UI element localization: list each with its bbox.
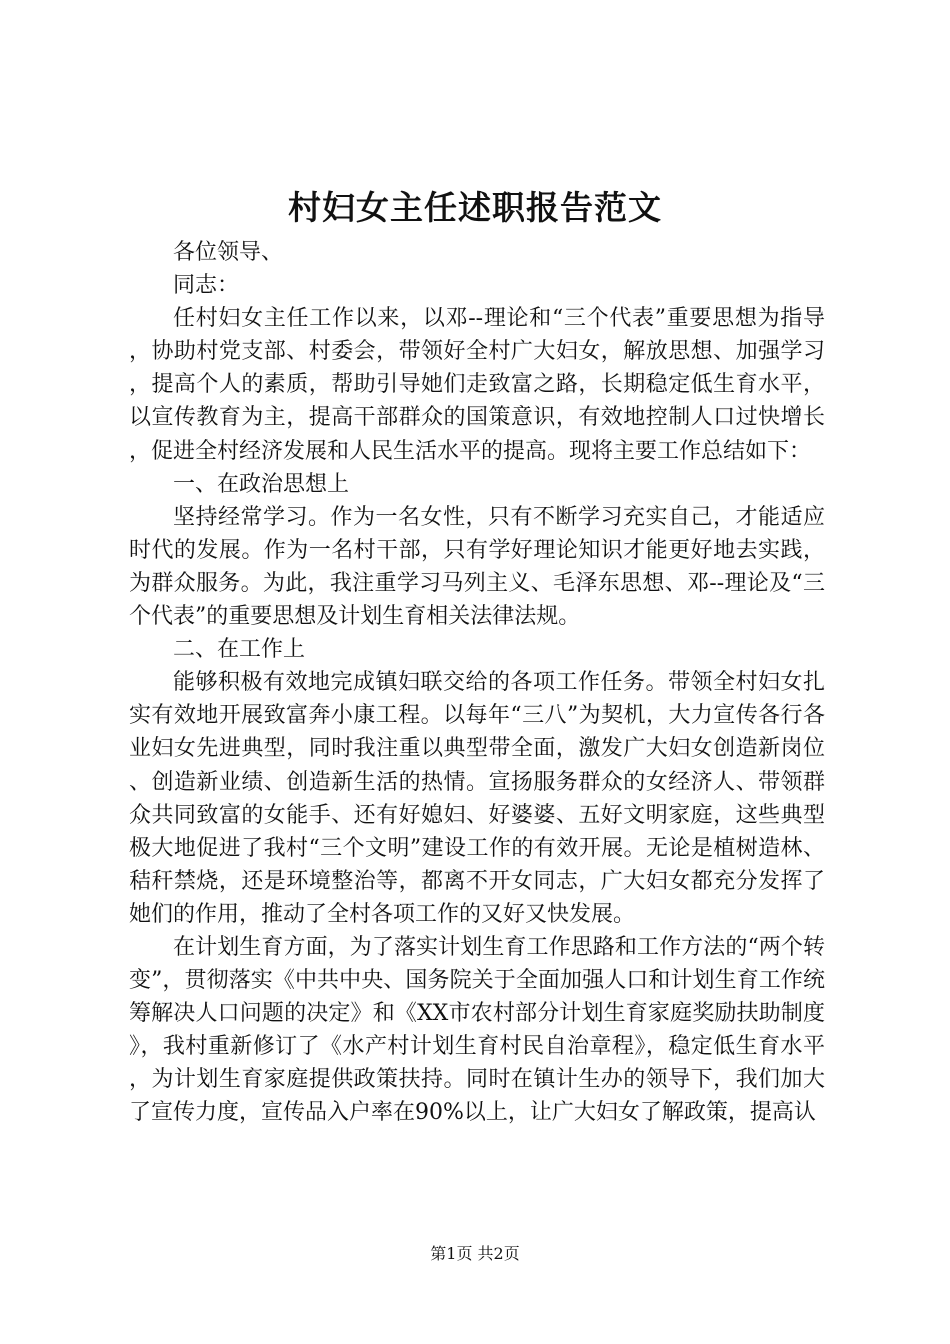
politics-paragraph: 坚持经常学习。作为一名女性，只有不断学习充实自己，才能适应时代的发展。作为一名村干部，只有学好理论知识才能更好地去实践，为群众服务。为此，我注重学习马列主义、毛泽东思想、邓--理论及“三个代表”的重要思想及计划生育相关法律法规。	[129, 504, 825, 630]
section-heading-work: 二、在工作上	[173, 637, 306, 663]
salutation-line-2: 同志：	[173, 273, 240, 299]
work-paragraph: 能够积极有效地完成镇妇联交给的各项工作任务。带领全村妇女扎实有效地开展致富奔小康工程。以每年“三八”为契机，大力宣传各行各业妇女先进典型，同时我注重以典型带全面，激发广大妇女创造新岗位、创造新业绩、创造新生活的热情。宣扬服务群众的女经济人、带领群众共同致富的女能手、还有好媳妇、好婆婆、五好文明家庭，这些典型极大地促进了我村“三个文明”建设工作的有效开展。无论是植树造林、秸秆禁烧，还是环境整治等，都离不开女同志，广大妇女都充分发挥了她们的作用，推动了全村各项工作的又好又快发展。	[129, 670, 825, 927]
salutation-line-1: 各位领导、	[173, 240, 284, 265]
section-heading-politics: 一、在政治思想上	[173, 471, 350, 497]
family-planning-paragraph: 在计划生育方面，为了落实计划生育工作思路和工作方法的“两个转变”，贯彻落实《中共中央、国务院关于全面加强人口和计划生育工作统筹解决人口问题的决定》和《XX市农村部分计划生育家庭奖励扶助制度》，我村重新修订了《水产村计划生育村民自治章程》，稳定低生育水平，为计划生育家庭提供政策扶持。同时在镇计生办的领导下，我们加大了宣传力度，宣传品入户率在90%以上，让广大妇女了解政策，提高认	[129, 934, 825, 1126]
page-number-footer: 第1页 共2页	[430, 1244, 520, 1263]
document-body	[129, 236, 825, 1130]
page-title: 村妇女主任述职报告范文	[288, 188, 662, 227]
intro-paragraph: 任村妇女主任工作以来，以邓--理论和“三个代表”重要思想为指导，协助村党支部、村委会，带领好全村广大妇女，解放思想、加强学习，提高个人的素质，帮助引导她们走致富之路，长期稳定低生育水平，以宣传教育为主，提高干部群众的国策意识，有效地控制人口过快增长，促进全村经济发展和人民生活水平的提高。现将主要工作总结如下：	[129, 306, 825, 464]
